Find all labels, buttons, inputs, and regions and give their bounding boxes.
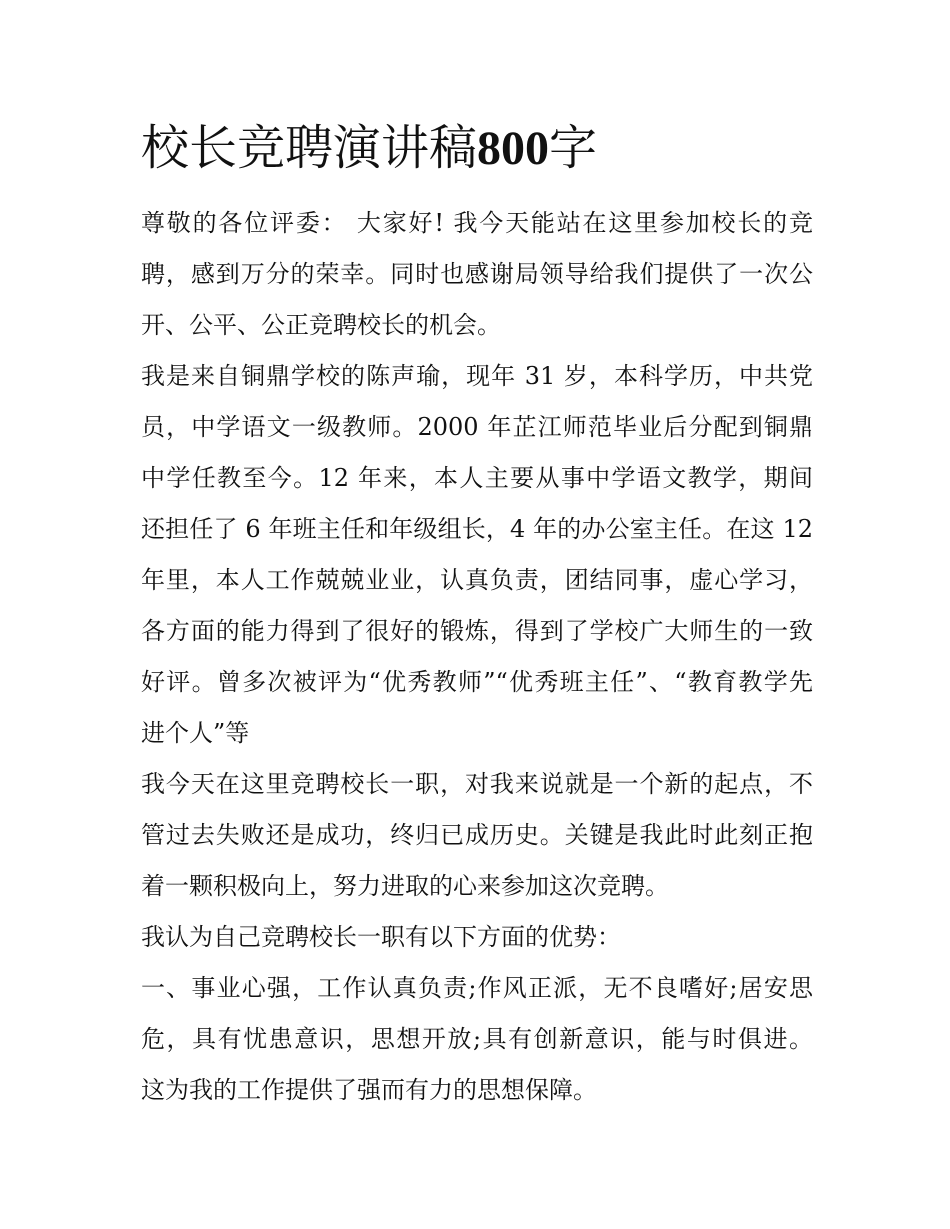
text-line: 还担任了 6 年班主任和年级组长，4 年的办公室主任。在这 12: [141, 515, 813, 543]
text-line: 我认为自己竞聘校长一职有以下方面的优势：: [141, 923, 621, 951]
text-line: 着一颗积极向上，努力进取的心来参加这次竞聘。: [141, 872, 669, 900]
text-line: 员，中学语文一级教师。2000 年芷江师范毕业后分配到铜鼎: [141, 413, 813, 441]
document-body: [141, 198, 813, 1116]
text-line: 中学任教至今。12 年来，本人主要从事中学语文教学，期间: [141, 464, 813, 492]
text-line: 管过去失败还是成功，终归已成历史。关键是我此时此刻正抱: [141, 821, 813, 849]
text-line: 危，具有忧患意识，思想开放;具有创新意识，能与时俱进。: [141, 1025, 813, 1053]
title-number: 800: [477, 122, 550, 175]
text-line: 聘，感到万分的荣幸。同时也感谢局领导给我们提供了一次公: [141, 260, 813, 288]
text-line: 这为我的工作提供了强而有力的思想保障。: [141, 1076, 597, 1104]
text-line: 尊敬的各位评委： 大家好! 我今天能站在这里参加校长的竞: [141, 209, 813, 237]
document-title: [141, 118, 861, 179]
title-main-text: 校长竞聘演讲稿: [141, 120, 478, 176]
paragraph-advantages-intro: [141, 912, 813, 963]
text-line: 进个人”等: [141, 719, 250, 747]
title-tail-text: 字: [549, 120, 598, 176]
paragraph-introduction: [141, 351, 813, 759]
text-line: 我今天在这里竞聘校长一职，对我来说就是一个新的起点，不: [141, 770, 813, 798]
text-line: 好评。曾多次被评为“优秀教师”“优秀班主任”、“教育教学先: [141, 668, 813, 696]
text-line: 各方面的能力得到了很好的锻炼，得到了学校广大师生的一致: [141, 617, 813, 645]
text-line: 年里，本人工作兢兢业业，认真负责，团结同事，虚心学习，: [141, 566, 813, 594]
text-line: 我是来自铜鼎学校的陈声瑜，现年 31 岁，本科学历，中共党: [141, 362, 813, 390]
paragraph-greeting: [141, 198, 813, 351]
text-line: 一、事业心强，工作认真负责;作风正派，无不良嗜好;居安思: [141, 974, 813, 1002]
text-line: 开、公平、公正竞聘校长的机会。: [141, 311, 501, 339]
paragraph-advantage-one: [141, 963, 813, 1116]
paragraph-motivation: [141, 759, 813, 912]
